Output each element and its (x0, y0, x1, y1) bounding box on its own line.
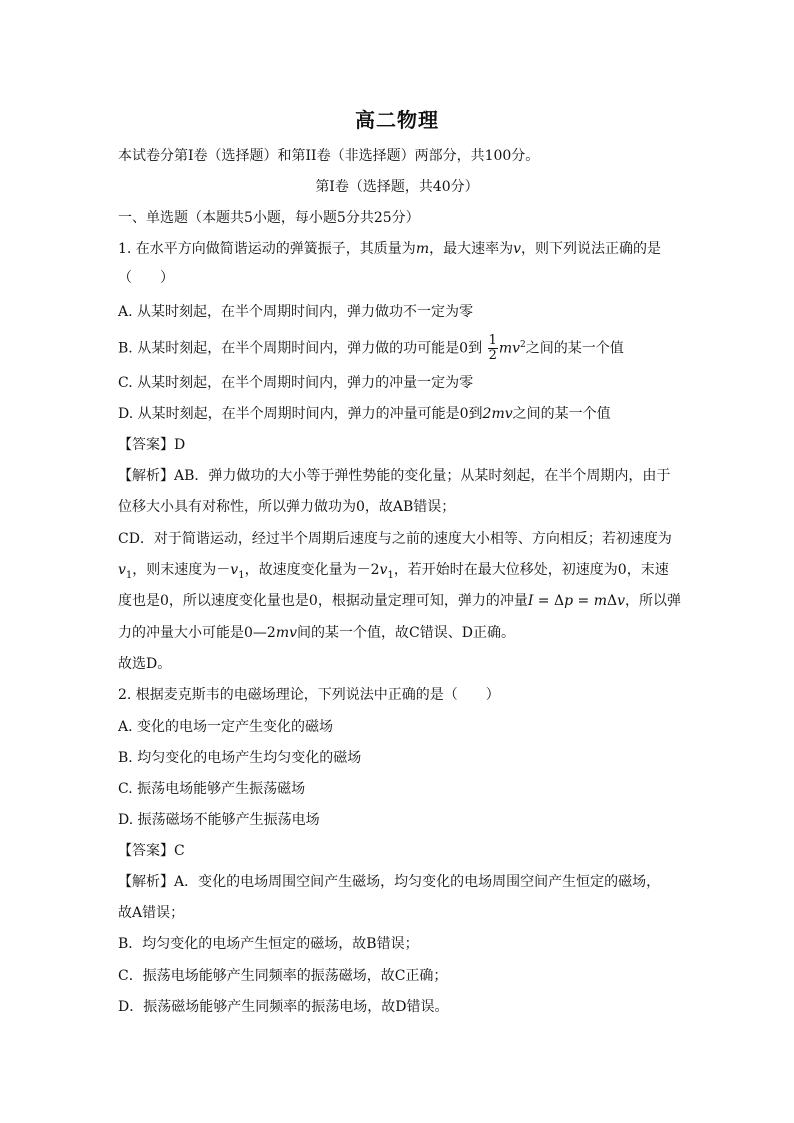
q1-explanation-5: 度也是0，所以速度变化量也是0，根据动量定理可知，弹力的冲量I = Δp = mΔv，所以弹 (118, 593, 682, 609)
q1-conclusion: 故选D。 (118, 656, 172, 672)
q1-explanation-1: 【解析】AB．弹力做功的大小等于弹性势能的变化量；从某时刻起，在半个周期内，由于 (118, 468, 671, 484)
q1-explanation-4: $v_1$，则末速度为$-v_1$，故速度变化量为$-2v_1$，若开始时在最大位移处，初速度为0，末速 (118, 562, 669, 581)
page-title: 高二物理 (355, 108, 439, 132)
q2-explanation-5: D．振荡磁场能够产生同频率的振荡电场，故D错误。 (118, 999, 449, 1015)
q2-explanation-4: C．振荡电场能够产生同频率的振荡磁场，故C正确； (118, 968, 448, 984)
q1-explanation-3: CD．对于简谐运动，经过半个周期后速度与之前的速度大小相等、方向相反；若初速度为 (118, 531, 672, 547)
q1-option-b: B. 从某时刻起，在半个周期时间内，弹力做的功可能是0到 $\frac{1}{2}$ $mv^2$之间的某一个值 (118, 333, 624, 363)
q1-paren: （ ） (118, 270, 174, 286)
q2-explanation-2: 故A错误； (118, 905, 185, 921)
q2-explanation-3: B．均匀变化的电场产生恒定的磁场，故B错误； (118, 936, 419, 952)
q1-explanation-6: 力的冲量大小可能是0—2mv间的某一个值，故C错误、D正确。 (118, 625, 515, 641)
q1-option-d: D. 从某时刻起，在半个周期时间内，弹力的冲量可能是0到2mv之间的某一个值 (118, 406, 611, 422)
intro-text: 本试卷分第I卷（选择题）和第II卷（非选择题）两部分，共100分。 (118, 148, 540, 164)
q1-option-a: A. 从某时刻起，在半个周期时间内，弹力做功不一定为零 (118, 304, 474, 320)
q2-option-d: D. 振荡磁场不能够产生振荡电场 (118, 812, 320, 828)
q2-option-c: C. 振荡电场能够产生振荡磁场 (118, 781, 306, 797)
q1-answer: 【答案】D (118, 437, 186, 453)
section-heading: 第I卷（选择题，共40分） (315, 179, 479, 195)
fraction-one-half: $\frac{1}{2}$ (488, 333, 497, 363)
q2-stem: 2. 根据麦克斯韦的电磁场理论，下列说法中正确的是（ ） (118, 687, 500, 703)
q1-explanation-2: 位移大小具有对称性，所以弹力做功为0，故AB错误； (118, 499, 456, 515)
q2-option-a: A. 变化的电场一定产生变化的磁场 (118, 719, 334, 735)
q2-option-b: B. 均匀变化的电场产生均匀变化的磁场 (118, 750, 362, 766)
q1-option-c: C. 从某时刻起，在半个周期时间内，弹力的冲量一定为零 (118, 375, 474, 391)
part-heading: 一、单选题（本题共5小题，每小题5分共25分） (118, 210, 420, 226)
q1-stem: 1. 在水平方向做简谐运动的弹簧振子，其质量为m，最大速率为v，则下列说法正确的是 (118, 241, 662, 257)
q2-explanation-1: 【解析】A．变化的电场周围空间产生磁场，均匀变化的电场周围空间产生恒定的磁场， (118, 874, 661, 890)
q2-answer: 【答案】C (118, 843, 185, 859)
